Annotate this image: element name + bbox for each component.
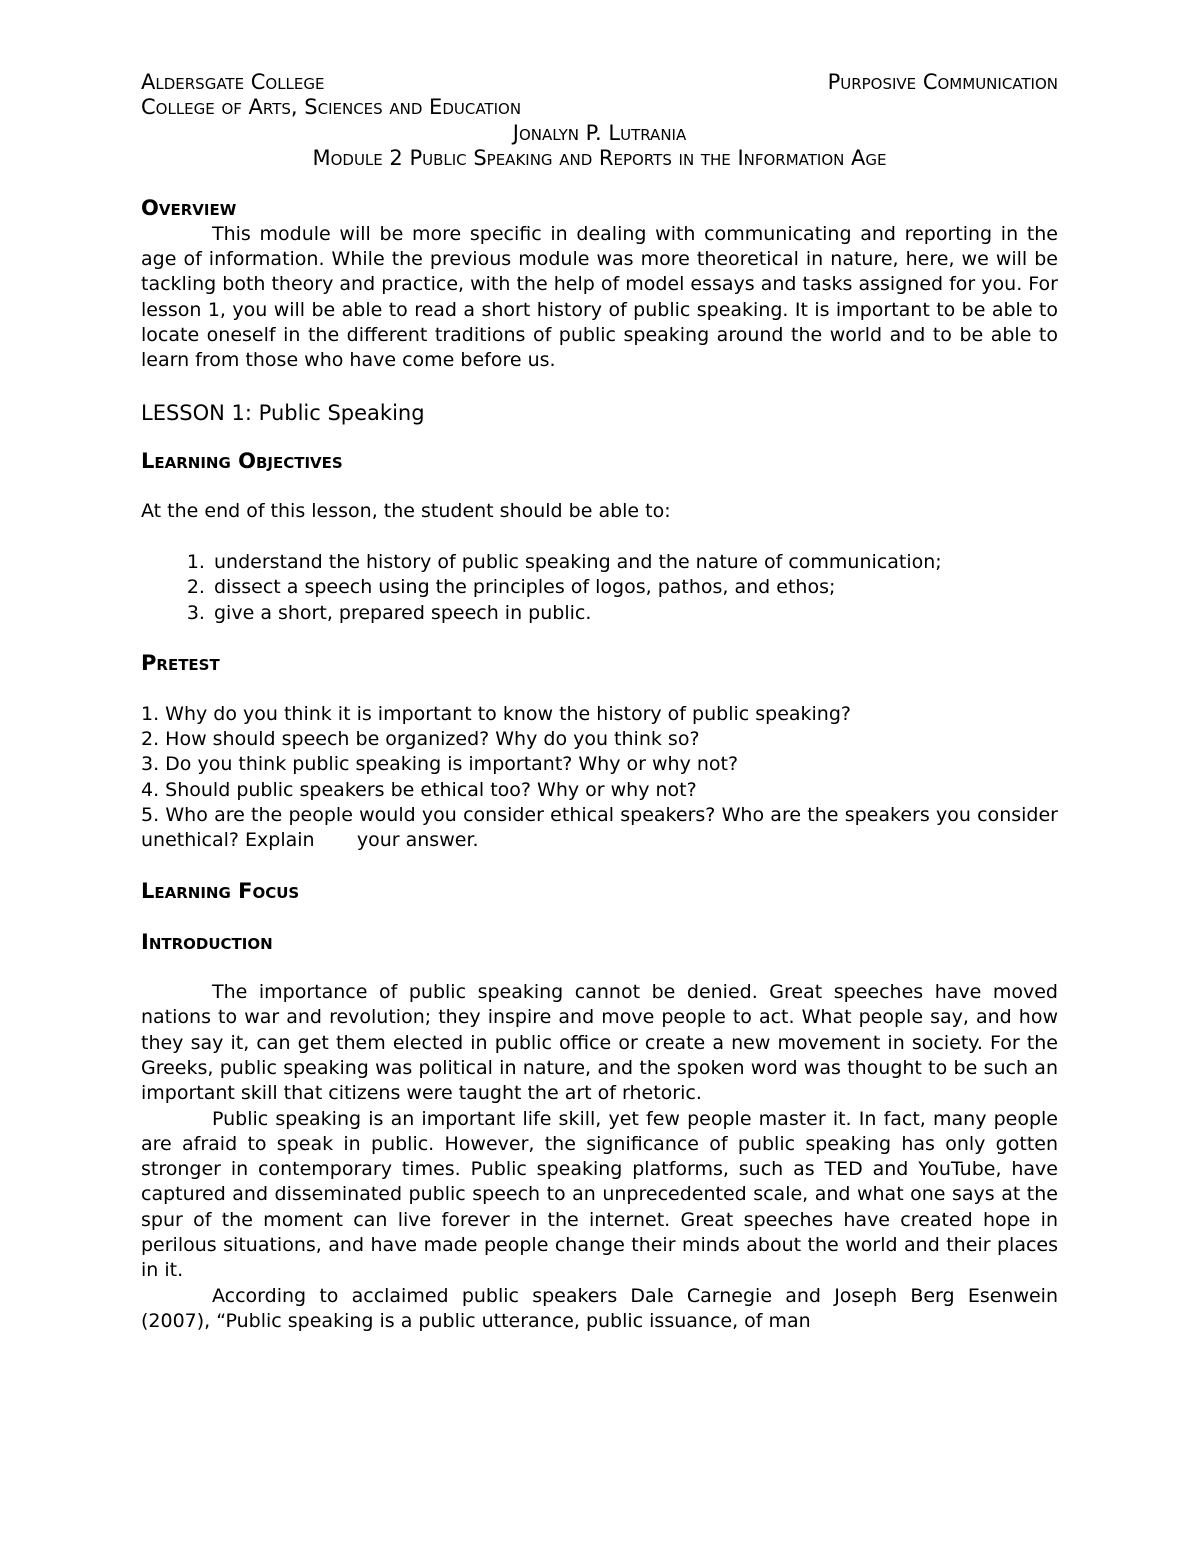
document-page bbox=[141, 70, 1065, 1334]
objectives-intro: At the end of this lesson, the student should be able to: bbox=[141, 500, 671, 523]
pretest-heading: Pretest bbox=[141, 651, 220, 676]
learning-focus-heading: Learning Focus bbox=[141, 878, 300, 903]
author-name: Jonalyn P. Lutrania bbox=[512, 120, 687, 145]
introduction-heading: Introduction bbox=[141, 929, 273, 954]
course-name: Purposive Communication bbox=[827, 70, 1058, 94]
objective-item: 1. understand the history of public speaking and the nature of communication; bbox=[211, 550, 1058, 575]
intro-paragraph: According to acclaimed public speakers Dale Carnegie and Joseph Berg Esenwein (2007), “Public speaking is a public utterance, public issuance, of man bbox=[141, 1284, 1058, 1332]
college-name: Aldersgate College bbox=[141, 70, 325, 94]
lesson-title: LESSON 1: Public Speaking bbox=[141, 400, 425, 425]
header-row bbox=[141, 70, 1058, 95]
module-title: Module 2 Public Speaking and Reports in the Information Age bbox=[312, 145, 887, 170]
intro-paragraph: The importance of public speaking cannot be denied. Great speeches have moved nations to war and revolution; they inspire and move people to act. What people say, and how they say it, can get them elected in public office or create a new movement in society. For the Greeks, public speaking was political in nature, and the spoken word was thought to be such an important skill that citizens were taught the art of rhetoric. bbox=[141, 981, 1058, 1105]
pretest-question: 3. Do you think public speaking is important? Why or why not? bbox=[141, 753, 739, 776]
pretest-question: 1. Why do you think it is important to know the history of public speaking? bbox=[141, 702, 851, 725]
pretest-question: 2. How should speech be organized? Why do you think so? bbox=[141, 728, 700, 751]
objective-item: 3. give a short, prepared speech in public. bbox=[211, 601, 1058, 626]
pretest-question: 4. Should public speakers be ethical too? Why or why not? bbox=[141, 778, 697, 801]
overview-paragraph: This module will be more specific in dealing with communicating and reporting in the age of information. While the previous module was more theoretical in nature, here, we will be tackling both theory and practice, with the help of model essays and tasks assigned for you. For lesson 1, you will be able to read a short history of public speaking. It is important to be able to locate oneself in the different traditions of public speaking around the world and to be able to learn from those who have come before us. bbox=[141, 222, 1058, 372]
department-name: College of Arts, Sciences and Education bbox=[141, 95, 522, 120]
objectives-list bbox=[141, 550, 1058, 626]
objectives-heading: Learning Objectives bbox=[141, 448, 343, 473]
pretest-question: 5. Who are the people would you consider ethical speakers? Who are the speakers you consider unethical? Explain your answer. bbox=[141, 804, 1065, 852]
objective-item: 2. dissect a speech using the principles of logos, pathos, and ethos; bbox=[211, 575, 1058, 600]
intro-paragraph: Public speaking is an important life skill, yet few people master it. In fact, many people are afraid to speak in public. However, the significance of public speaking has only gotten stronger in contemporary times. Public speaking platforms, such as TED and YouTube, have captured and disseminated public speech to an unprecedented scale, and what one says at the spur of the moment can live forever in the internet. Great speeches have created hope in perilous situations, and have made people change their minds about the world and their places in it. bbox=[141, 1107, 1058, 1282]
overview-heading: Overview bbox=[141, 196, 237, 221]
